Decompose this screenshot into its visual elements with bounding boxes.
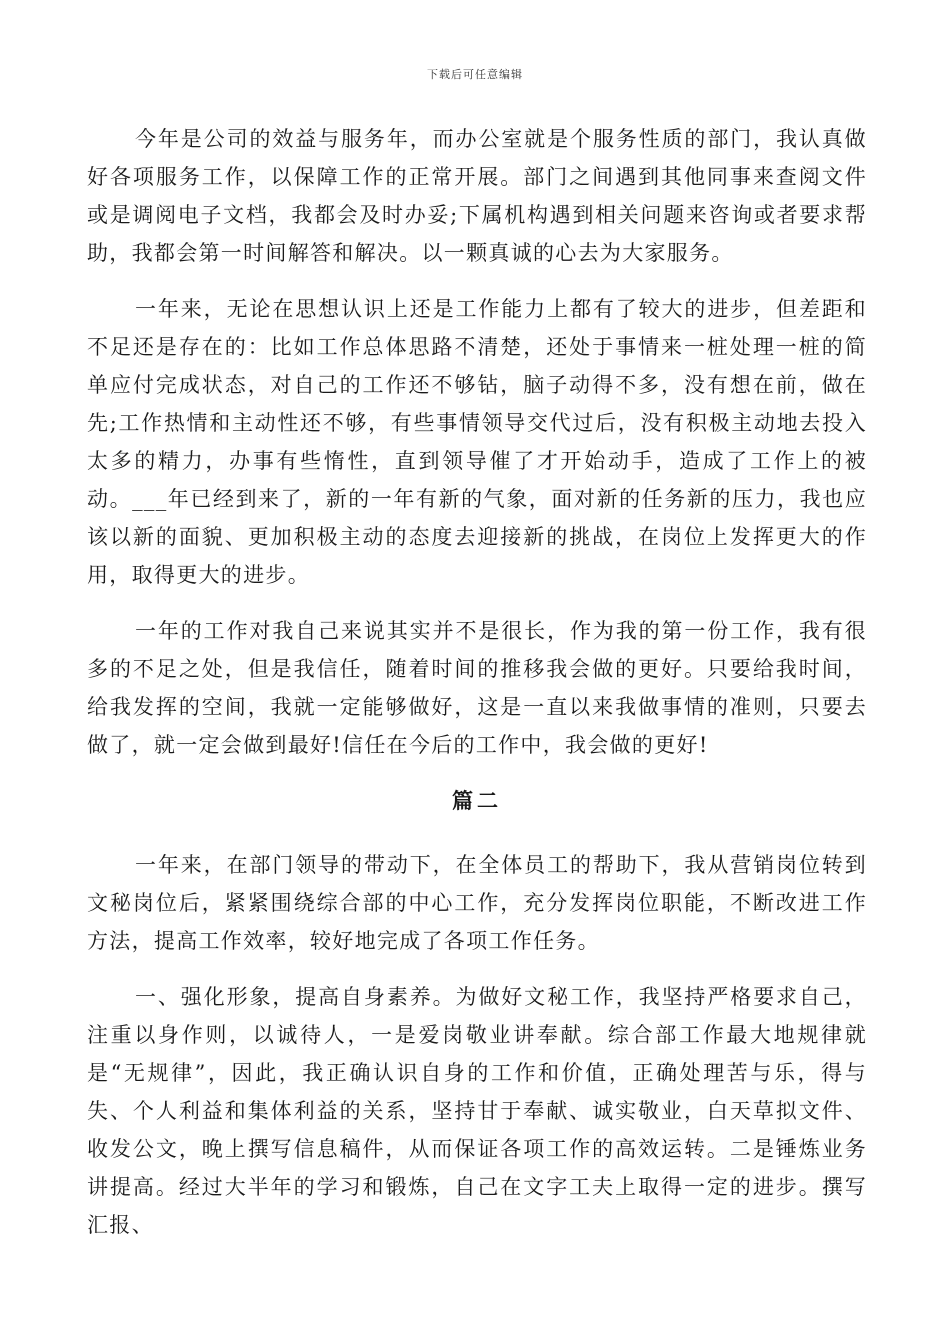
paragraph: 一、强化形象，提高自身素养。为做好文秘工作，我坚持严格要求自己，注重以身作则，以诚待人，一是爱岗敬业讲奉献。综合部工作最大地规律就是“无规律”，因此，我正确认识自身的工作和价值，正确处理苦与乐，得与失、个人利益和集体利益的关系，坚持甘于奉献、诚实敬业，白天草拟文件、收发公文，晚上撰写信息稿件，从而保证各项工作的高效运转。二是锤炼业务讲提高。经过大半年的学习和锻炼，自己在文字工夫上取得一定的进步。撰写汇报、 bbox=[87, 985, 867, 1237]
page-header: 下载后可任意编辑 bbox=[427, 68, 523, 81]
paragraph: 一年来，无论在思想认识上还是工作能力上都有了较大的进步，但差距和不足还是存在的：比如工作总体思路不清楚，还处于事情来一桩处理一桩的简单应付完成状态，对自己的工作还不够钻，脑子动得不多，没有想在前，做在先;工作热情和主动性还不够，有些事情领导交代过后，没有积极主动地去投入太多的精力，办事有些惰性，直到领导催了才开始动手，造成了工作上的被动。___年已经到来了，新的一年有新的气象，面对新的任务新的压力，我也应该以新的面貌、更加积极主动的态度去迎接新的挑战，在岗位上发挥更大的作用，取得更大的进步。 bbox=[87, 297, 867, 587]
paragraph: 一年的工作对我自己来说其实并不是很长，作为我的第一份工作，我有很多的不足之处，但是我信任，随着时间的推移我会做的更好。只要给我时间，给我发挥的空间，我就一定能够做好，这是一直以来我做事情的准则，只要去做了，就一定会做到最好!信任在今后的工作中，我会做的更好! bbox=[87, 619, 867, 757]
document-body bbox=[87, 120, 867, 1244]
section-title: 篇二 bbox=[452, 788, 502, 813]
paragraph: 一年来，在部门领导的带动下，在全体员工的帮助下，我从营销岗位转到文秘岗位后，紧紧围绕综合部的中心工作，充分发挥岗位职能，不断改进工作方法，提高工作效率，较好地完成了各项工作任务。 bbox=[87, 853, 867, 953]
paragraph: 今年是公司的效益与服务年，而办公室就是个服务性质的部门，我认真做好各项服务工作，以保障工作的正常开展。部门之间遇到其他同事来查阅文件或是调阅电子文档，我都会及时办妥;下属机构遇到相关问题来咨询或者要求帮助，我都会第一时间解答和解决。以一颗真诚的心去为大家服务。 bbox=[87, 127, 867, 265]
